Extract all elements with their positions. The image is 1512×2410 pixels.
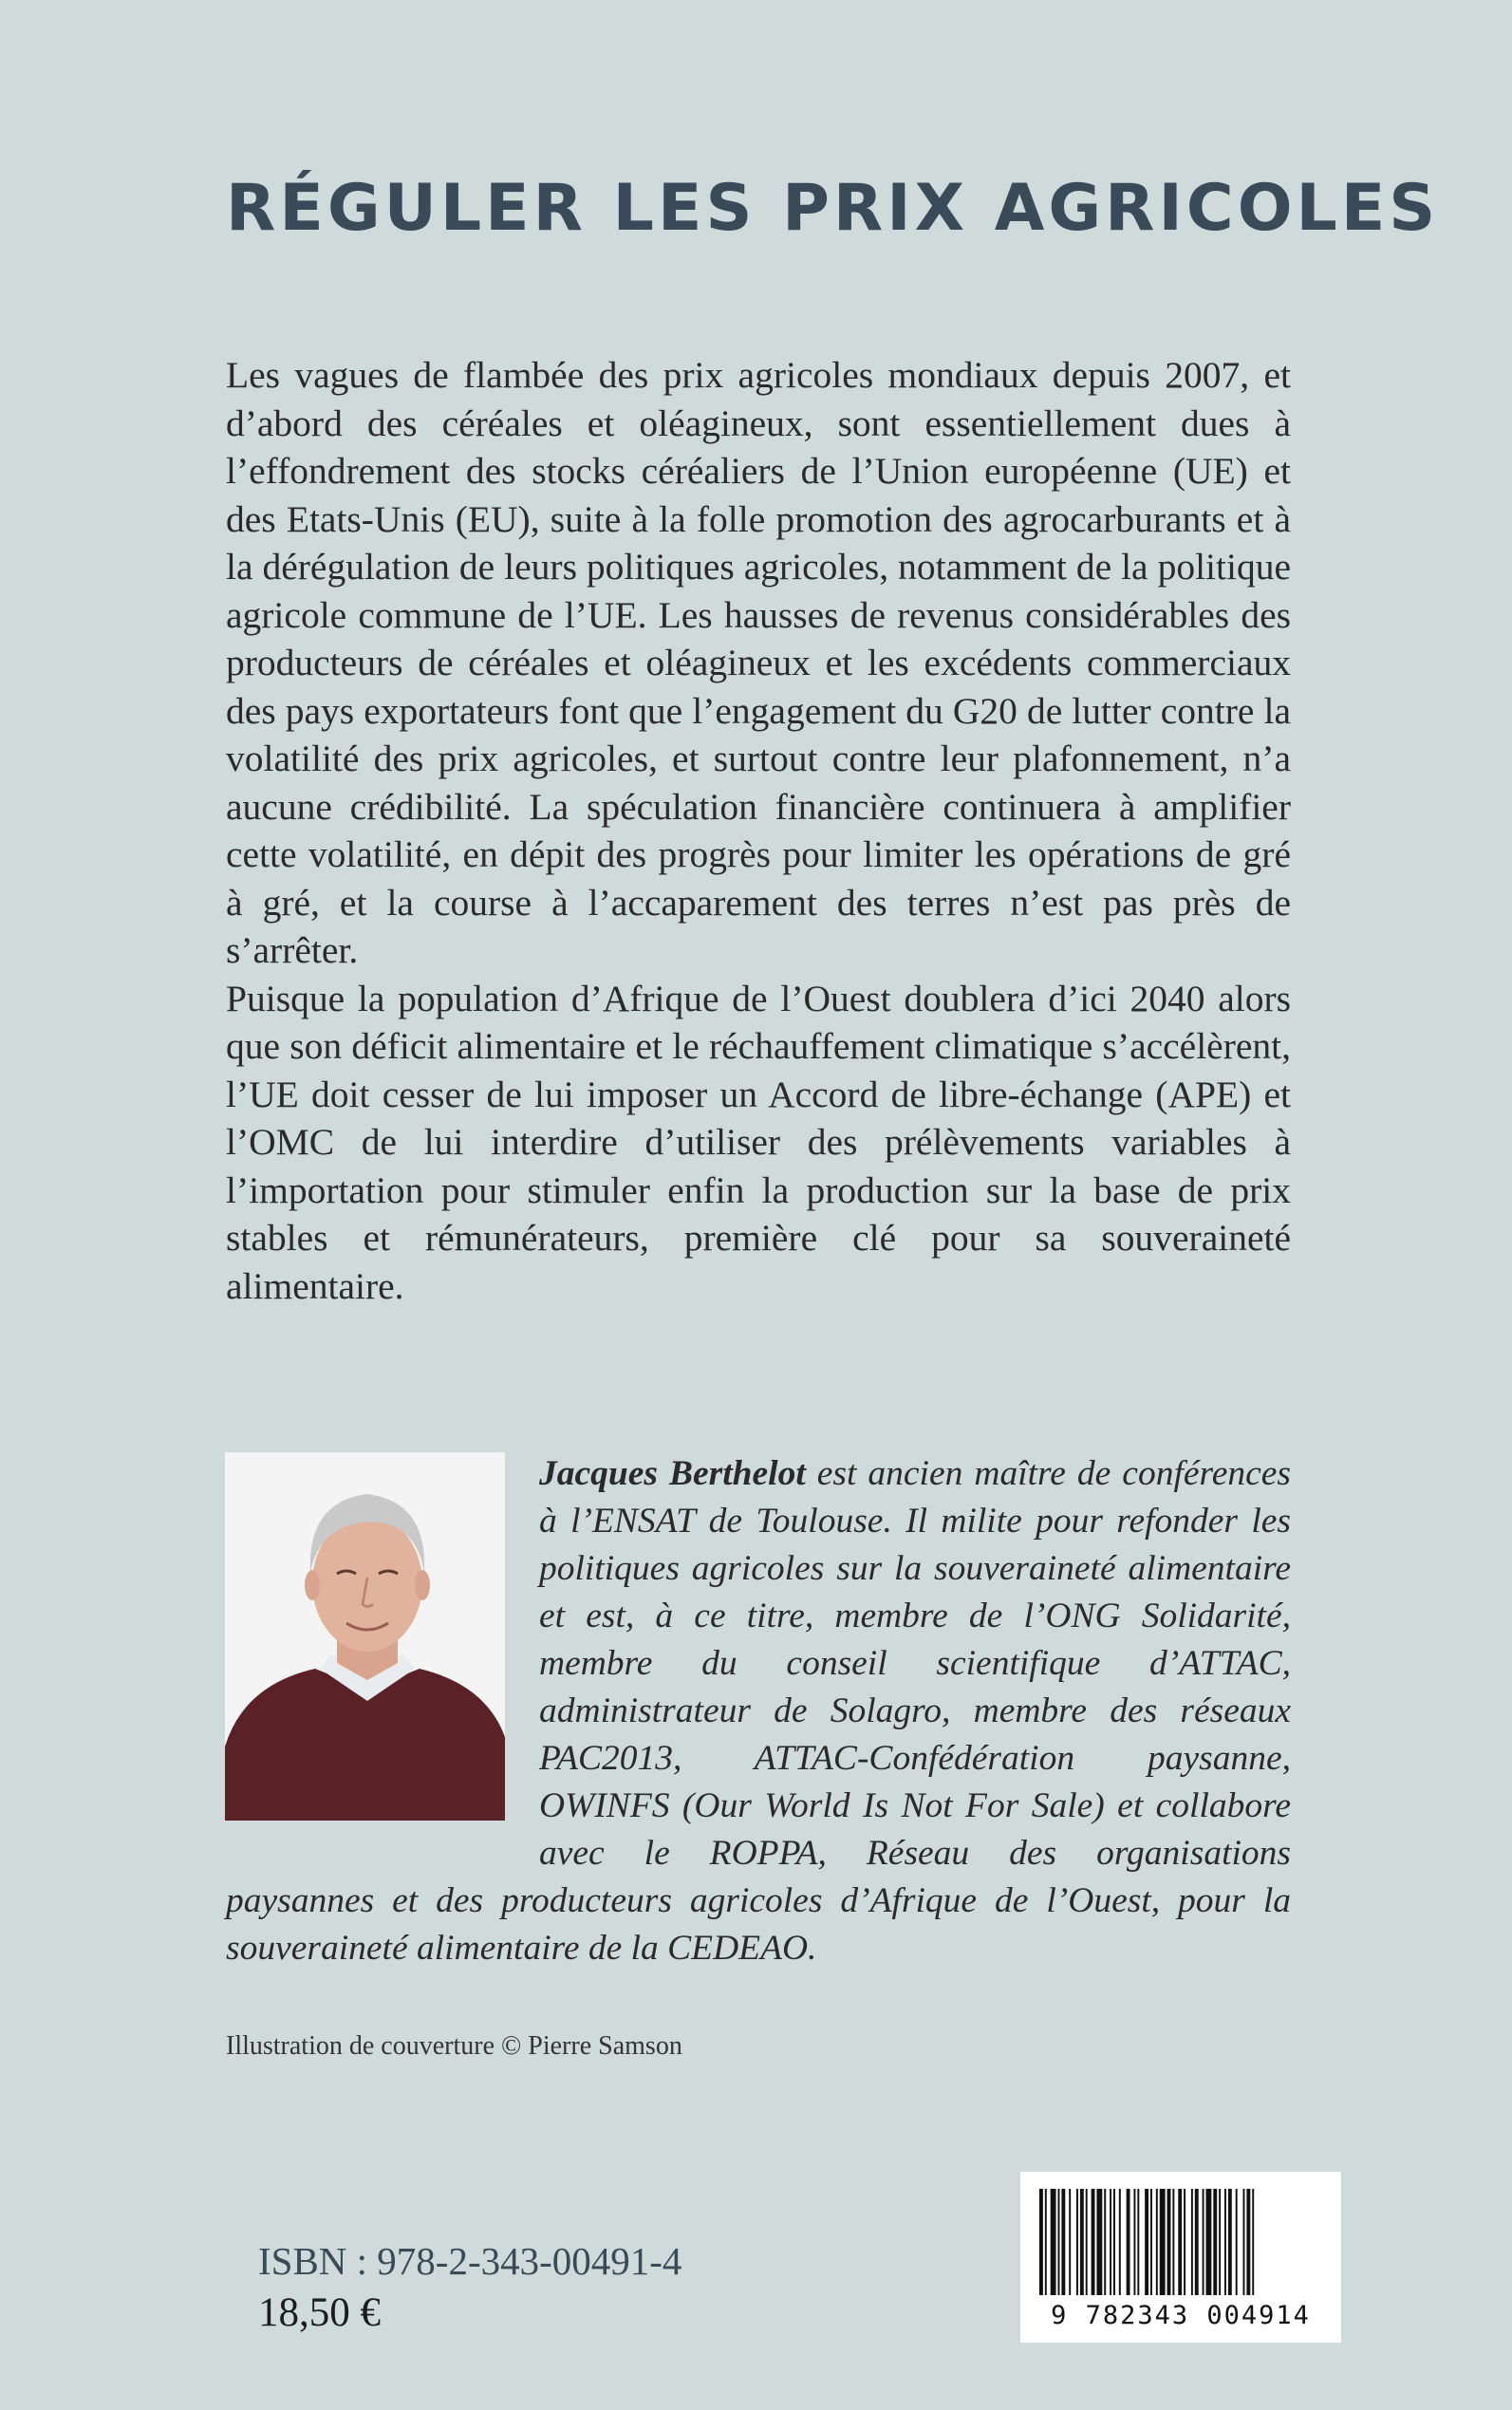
barcode-bar — [1224, 2189, 1226, 2295]
barcode-bar — [1150, 2189, 1152, 2295]
barcode-bar — [1086, 2189, 1088, 2295]
author-bio — [226, 1450, 1291, 1972]
summary-paragraph-1: Les vagues de flambée des prix agricoles mondiaux depuis 2007, et d’abord des céréales et oléagineux, sont essentiellement dues à l’effondrement des stocks céréaliers de l’Union européenne (UE) et des Etats-Unis (EU), suite à la folle promotion des agrocarburants et à la dérégulation de leurs politiques agricoles, notamment de la politique agricole commune de l’UE. Les hausses de revenus considérables des producteurs de céréales et oléagineux et les excédents commerciaux des pays exportateurs font que l’engagement du G20 de lutter contre la volatilité des prix agricoles, et surtout contre leur plafonnement, n’a aucune crédibilité. La spéculation financière continuera à amplifier cette volatilité, en dépit des progrès pour limiter les opérations de gré à gré, et la course à l’accaparement des terres n’est pas près de s’arrêter. — [226, 354, 1291, 971]
barcode-bar — [1045, 2189, 1047, 2295]
barcode-bar — [1145, 2189, 1148, 2295]
barcode-bar — [1160, 2189, 1166, 2295]
barcode-bar — [1184, 2189, 1185, 2295]
barcode-digits: 9 782343 004914 — [1051, 2301, 1311, 2330]
author-bio-text: est ancien maître de conférences à l’ENSAT de Toulouse. Il milite pour refonder les politiques agricoles sur la souveraineté alimentaire et est, à ce titre, membre de l’ONG Solidarité, membre du conseil scientifique d’ATTAC, administrateur de Solagro, membre des réseaux PAC2013, ATTAC-Confédération paysanne, OWINFS (Our World Is Not For Sale) et collabore avec le ROPPA, Réseau des organisations paysannes et des producteurs agricoles d’Afrique de l’Ouest, pour la souveraineté alimentaire de la CEDEAO. — [226, 1454, 1291, 1968]
barcode-bar — [1069, 2189, 1071, 2295]
barcode-bar — [1058, 2189, 1060, 2295]
barcode-bar — [1104, 2189, 1106, 2295]
summary-paragraph-2: Puisque la population d’Afrique de l’Ouest doublera d’ici 2040 alors que son déficit alimentaire et le réchauffement climatique s’accélèrent, l’UE doit cesser de lui imposer un Accord de libre-échange (APE) et l’OMC de lui interdire d’utiliser des prélèvements variables à l’importation pour stimuler enfin la production sur la base de prix stables et rémunérateurs, première clé pour sa souveraineté alimentaire. — [226, 977, 1291, 1307]
barcode-bar — [1203, 2189, 1204, 2295]
barcode-bar — [1076, 2189, 1078, 2295]
barcode-bar — [1051, 2189, 1056, 2295]
barcode-bar — [1172, 2189, 1174, 2295]
barcode-bar — [1228, 2189, 1232, 2295]
barcode-bar — [1133, 2189, 1135, 2295]
barcode-bar — [1206, 2189, 1212, 2295]
barcode-bar — [1191, 2189, 1193, 2295]
barcode-bar — [1252, 2189, 1254, 2295]
barcode — [1020, 2172, 1341, 2343]
barcode-bar — [1061, 2189, 1065, 2295]
barcode-bar — [1110, 2189, 1111, 2295]
barcode-bar — [1092, 2189, 1095, 2295]
barcode-bar — [1119, 2189, 1121, 2295]
author-name: Jacques Berthelot — [539, 1454, 806, 1493]
barcode-bar — [1236, 2189, 1238, 2295]
barcode-bar — [1219, 2189, 1221, 2295]
barcode-bar — [1213, 2189, 1217, 2295]
back-cover-summary — [226, 351, 1291, 1310]
barcode-bar — [1156, 2189, 1158, 2295]
isbn: ISBN : 978-2-343-00491-4 — [258, 2239, 682, 2283]
barcode-bar — [1113, 2189, 1115, 2295]
cover-illustration-credit: Illustration de couverture © Pierre Samson — [226, 2031, 682, 2061]
barcode-bar — [1080, 2189, 1084, 2295]
barcode-bar — [1195, 2189, 1199, 2295]
barcode-bar — [1243, 2189, 1245, 2295]
barcode-bar — [1096, 2189, 1102, 2295]
price: 18,50 € — [258, 2290, 381, 2335]
barcode-bar — [1167, 2189, 1171, 2295]
barcode-bar — [1039, 2189, 1043, 2295]
book-title: RÉGULER LES PRIX AGRICOLES — [226, 171, 1440, 246]
barcode-bars — [1039, 2189, 1322, 2295]
barcode-bar — [1246, 2189, 1250, 2295]
barcode-bar — [1137, 2189, 1139, 2295]
barcode-bar — [1178, 2189, 1182, 2295]
barcode-bar — [1127, 2189, 1130, 2295]
